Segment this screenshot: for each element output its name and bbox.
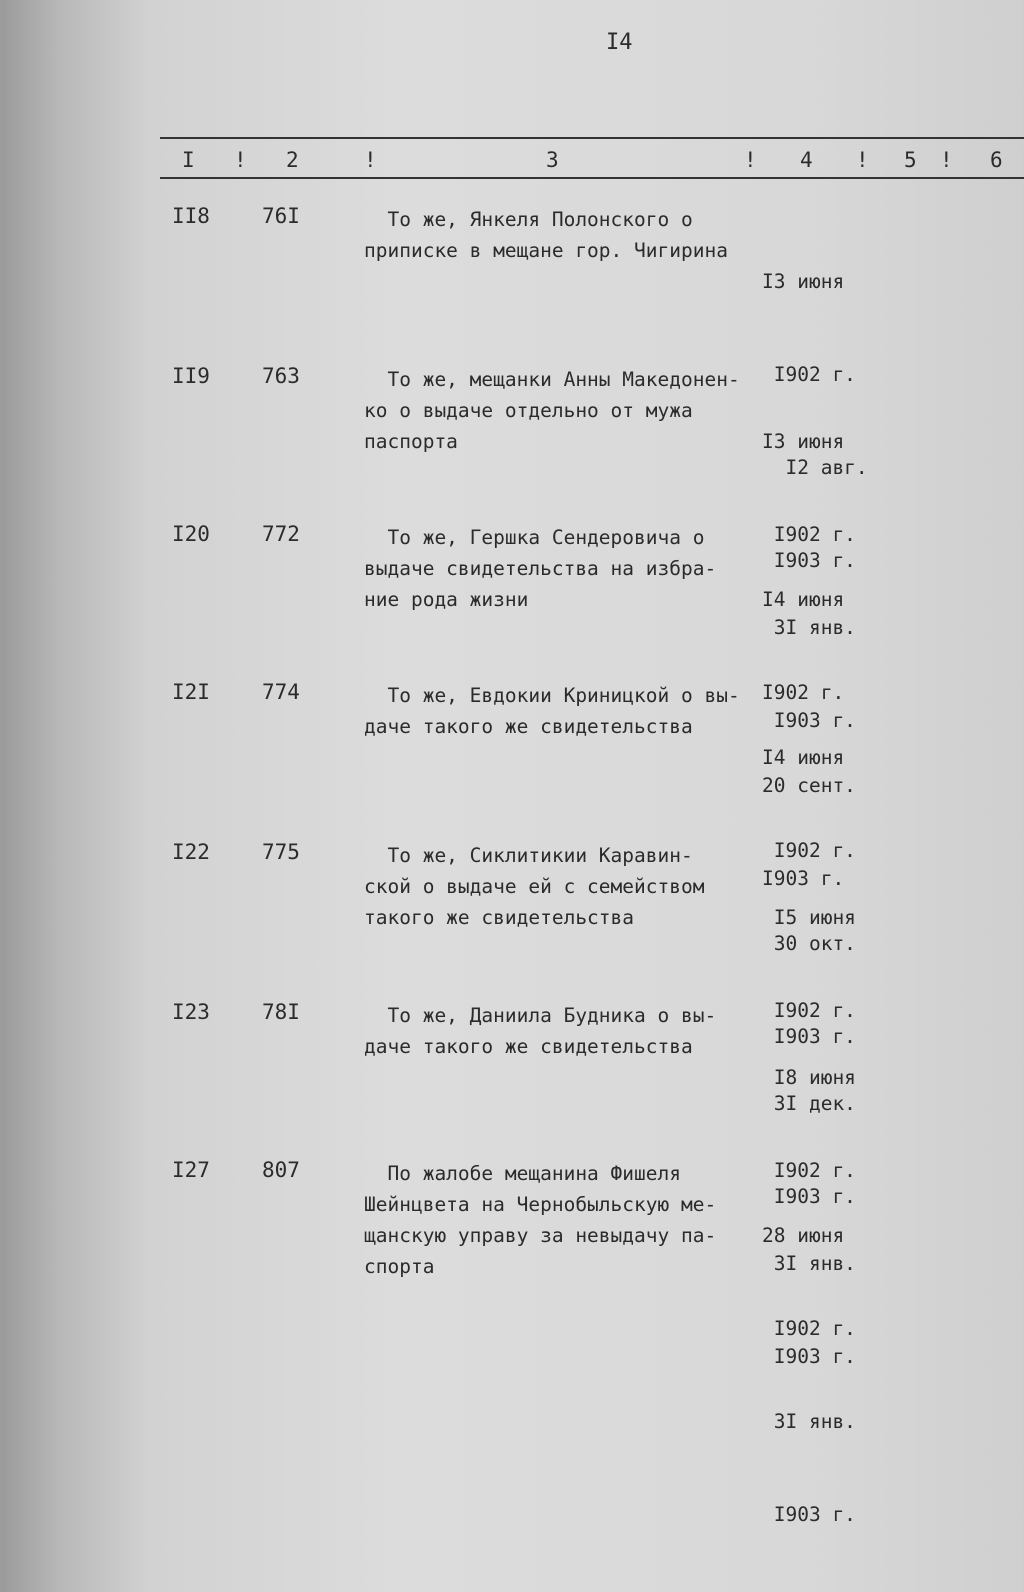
header-sep: ! bbox=[856, 148, 869, 172]
date-line: I903 г. bbox=[762, 867, 845, 890]
date-line: I3 июня bbox=[762, 430, 845, 453]
row-number: I27 bbox=[172, 1158, 210, 1182]
date-line: I903 г. bbox=[762, 1503, 856, 1526]
header-sep: ! bbox=[940, 148, 953, 172]
row-code: 763 bbox=[262, 364, 300, 388]
date-line: 3I янв. bbox=[762, 1410, 856, 1433]
header-col-6: 6 bbox=[990, 148, 1003, 172]
date-line: 28 июня bbox=[762, 1224, 845, 1247]
row-description: То же, мещанки Анны Македонен- ко о выдаче отдельно от мужа паспорта bbox=[364, 368, 740, 453]
row-code: 774 bbox=[262, 680, 300, 704]
date-line: I902 г. bbox=[762, 839, 856, 862]
row-code: 775 bbox=[262, 840, 300, 864]
date-line: I5 июня bbox=[762, 906, 856, 929]
date-line: I902 г. bbox=[762, 1159, 856, 1182]
row-code: 76I bbox=[262, 204, 300, 228]
row-description: По жалобе мещанина Фишеля Шейнцвета на Чернобыльскую ме- щанскую управу за невыдачу па- спорта bbox=[364, 1162, 717, 1278]
date-line: I902 г. bbox=[762, 999, 856, 1022]
date-line: I903 г. bbox=[762, 1185, 856, 1208]
row-description: То же, Янкеля Полонского о приписке в мещане гор. Чигирина bbox=[364, 208, 728, 262]
row-description: То же, Евдокии Криницкой о вы- даче такого же свидетельства bbox=[364, 684, 740, 738]
row-dates bbox=[762, 1158, 872, 1592]
header-sep: ! bbox=[234, 148, 247, 172]
header-sep: ! bbox=[744, 148, 757, 172]
date-line: 3I янв. bbox=[762, 616, 856, 639]
date-line: I903 г. bbox=[762, 709, 856, 732]
row-description: То же, Даниила Будника о вы- даче такого же свидетельства bbox=[364, 1004, 717, 1058]
date-line: 3I янв. bbox=[762, 1252, 856, 1275]
date-line: I3 июня bbox=[762, 270, 845, 293]
row-number: I2I bbox=[172, 680, 210, 704]
date-line: I902 г. bbox=[762, 681, 845, 704]
row-code: 807 bbox=[262, 1158, 300, 1182]
row-code: 772 bbox=[262, 522, 300, 546]
header-col-3: 3 bbox=[546, 148, 559, 172]
header-col-4: 4 bbox=[800, 148, 813, 172]
date-line: I902 г. bbox=[762, 363, 856, 386]
row-number: I20 bbox=[172, 522, 210, 546]
header-rule-bottom bbox=[160, 177, 1024, 179]
row-description: То же, Сиклитикии Каравин- ской о выдаче ей с семейством такого же свидетельства bbox=[364, 844, 705, 929]
row-description: То же, Гершка Сендеровича о выдаче свидетельства на избра- ние рода жизни bbox=[364, 526, 717, 611]
header-rule-top bbox=[160, 137, 1024, 139]
date-line: 3I дек. bbox=[762, 1092, 856, 1115]
date-line: I903 г. bbox=[762, 1025, 856, 1048]
date-line: I2 авг. bbox=[762, 456, 868, 479]
header-col-5: 5 bbox=[904, 148, 917, 172]
header-col-2: 2 bbox=[286, 148, 299, 172]
date-line: I903 г. bbox=[762, 549, 856, 572]
header-sep: ! bbox=[364, 148, 377, 172]
page-number: I4 bbox=[606, 30, 633, 55]
date-line: I8 июня bbox=[762, 1066, 856, 1089]
date-line: I902 г. bbox=[762, 523, 856, 546]
header-col-1: I bbox=[182, 148, 195, 172]
date-line: I903 г. bbox=[762, 1345, 856, 1368]
date-line: I902 г. bbox=[762, 1317, 856, 1340]
row-number: I22 bbox=[172, 840, 210, 864]
table-row bbox=[0, 1158, 1024, 1526]
date-line: I4 июня bbox=[762, 588, 845, 611]
row-number: II8 bbox=[172, 204, 210, 228]
date-line: 30 окт. bbox=[762, 932, 856, 955]
date-line: I4 июня bbox=[762, 746, 845, 769]
date-line: 20 сент. bbox=[762, 774, 856, 797]
row-number: I23 bbox=[172, 1000, 210, 1024]
row-number: II9 bbox=[172, 364, 210, 388]
row-code: 78I bbox=[262, 1000, 300, 1024]
